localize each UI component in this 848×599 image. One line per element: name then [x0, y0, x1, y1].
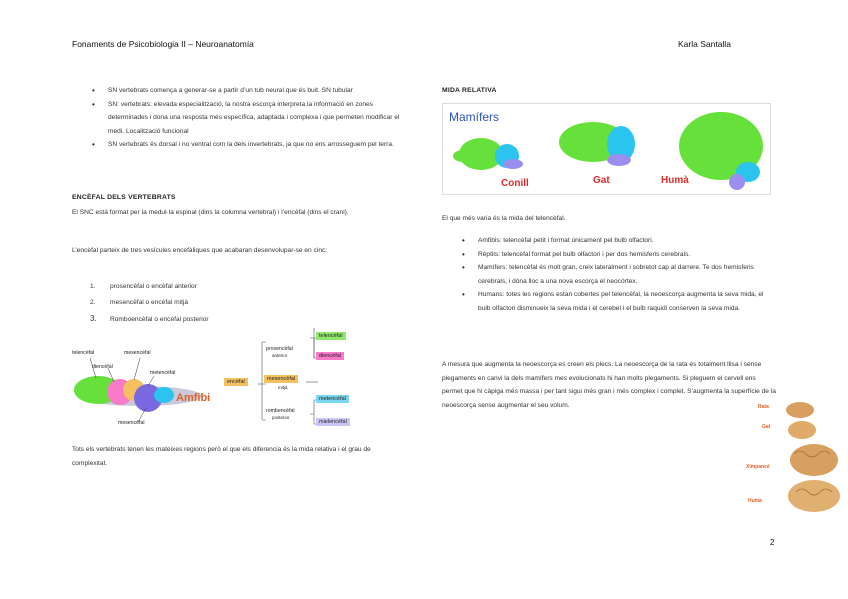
amphibian-caption: Amfibi: [176, 392, 211, 404]
paragraph-snc: El SNC està format per la medul·la espinal (dins la columna vertebral) i l’encèfal (dins el crani).: [72, 209, 349, 216]
paragraph-closing: Tots els vertebrats tenen les mateixes regions però el que els diferencia és la mida relativa i el grau de complexitat.: [72, 446, 371, 467]
label-chimp: Ximpancé: [746, 464, 770, 470]
label-telencephalon: telencèfal: [72, 350, 95, 356]
label-mesencephalon-top: mesencèfal: [124, 350, 151, 356]
list-number: 1.: [90, 283, 96, 290]
intro-bullet-item: • SN: vertebrats: elevada especialització, la nostra escorça interpreta la informació en zones determinades i dona una resposta més específica, adaptada i complexa i que permeten modificar el medi. Localització funcional: [92, 98, 412, 139]
page-number: 2: [770, 538, 775, 547]
author-name: Karla Santalla: [678, 39, 731, 49]
cat-stem-shape: [607, 154, 631, 166]
label-rat: Rata: [758, 404, 769, 410]
section-heading-vertebrates: ENCÈFAL DELS VERTEBRATS: [72, 194, 176, 201]
list-text: mesencèfal o encèfal mitjà: [110, 299, 189, 306]
leaf-diencephalon: diencèfal: [316, 352, 344, 360]
paragraph-folds: A mesura que augmenta la neoescorça es creen els plecs. La neoescorça de la rata és totalment llisa i sense plegaments en canvi la dels mamífers mes evolucionats hi han molts plegaments. Si pleguem el cervell ens permet que hi càpiga més massa i per tant sigui més gran i més complex i complet. S’augmenta la superfície de la neoescorça sense augmentar el seu volum.: [442, 361, 776, 409]
species-bullets: [462, 234, 772, 315]
intro-bullet-item: • SN vertebrats comença a generar-se a partir d’un tub neural que és buit. SN tubular: [92, 84, 412, 98]
species-bullet-item: • Humans: totes les regions estan cobertes pel telencèfal, la neoescorça augmenta la seva mida, el bulb olfactori disminueix la seva mida i el cerebel i el bulb raquidi conserven la seva mida.: [462, 288, 772, 315]
caption-human: Humà: [661, 175, 689, 186]
leaf-metencephalon: metencèfal: [316, 395, 349, 403]
vesicle-list-item: [90, 311, 390, 328]
leaf-myelencephalon: mielencèfal: [316, 418, 350, 426]
branch-prosencephalon: prosencèfal: [266, 346, 293, 352]
vesicle-list: [90, 279, 390, 328]
list-text: Romboencèfal o encèfal posterior: [110, 316, 209, 323]
paragraph-telencephalon: El que més varia és la mida del telencèfal.: [442, 215, 566, 222]
amphibian-brain-figure: [68, 346, 218, 430]
caption-rabbit: Conill: [501, 178, 529, 189]
paragraph-vesicles: L’encèfal parteix de tres vesícules encefàliques que acabaran desenvolupar-se en cinc:: [72, 247, 328, 254]
label-cat-small: Gat: [762, 424, 771, 430]
label-human-small: Humà: [748, 498, 762, 504]
list-number: 3.: [90, 314, 97, 323]
list-text: prosencèfal o encèfal anterior: [110, 283, 197, 290]
mammal-brains-figure: [442, 103, 771, 195]
section-heading-relative-size: MIDA RELATIVA: [442, 87, 497, 94]
species-bullet-item: • Amfibis: telencèfal petit i format únicament pel bulb olfactori.: [462, 234, 772, 248]
label-diencephalon: diencèfal: [92, 364, 113, 370]
branch-mesencephalon: mesencèfal: [264, 375, 298, 383]
label-metencephalon: metencèfal: [150, 370, 176, 376]
root-encephalon-box: encèfal: [224, 378, 248, 386]
species-bullet-item: • Rèptils: telencèfal format pel bulb olfactori i per dos hemisferis cerebrals.: [462, 248, 772, 262]
branch-mesencephalon-sub: mitjà: [278, 385, 288, 390]
folded-brains-figure: [724, 396, 844, 516]
caption-cat: Gat: [593, 175, 610, 186]
branch-rhombencephalon-sub: posterior: [272, 415, 290, 420]
label-mesencephalon-bottom: mesencèfal: [118, 420, 145, 426]
chimp-brain-shape: [790, 444, 838, 476]
intro-bullet-item: • SN vertebrats és dorsal i no ventral com la dels invertebrats, ja que no ens arrosseguem pel terra.: [92, 138, 412, 152]
species-bullet-item: • Mamífers: telencèfal és molt gran, creix lateralment i sobretot cap al darrere. Te dos hemisferis cerebrals, i dóna lloc a una nova escorça el neocòrtex.: [462, 261, 772, 288]
branch-prosencephalon-sub: anterior: [272, 353, 288, 358]
rat-brain-shape: [786, 402, 814, 418]
mammal-figure-title: Mamífers: [449, 110, 500, 124]
myelencephalon-shape: [154, 387, 174, 403]
branch-rhombencephalon: rombencèfal: [266, 408, 295, 414]
cat-brain-shape: [788, 421, 816, 439]
human-stem-shape: [729, 174, 745, 190]
amphibian-brain-drawing: [68, 346, 218, 430]
rabbit-stem-shape: [503, 159, 523, 169]
vesicle-list-item: [90, 279, 390, 295]
document-title: Fonaments de Psicobiologia II – Neuroanatomía: [72, 39, 254, 49]
list-number: 2.: [90, 299, 96, 306]
human-brain-shape: [788, 480, 840, 512]
leaf-telencephalon: telencèfal: [316, 332, 346, 340]
vesicle-list-item: [90, 295, 390, 311]
folded-brains-drawing: [724, 396, 844, 516]
intro-bullets: [92, 84, 412, 152]
brain-division-tree: [222, 328, 372, 432]
